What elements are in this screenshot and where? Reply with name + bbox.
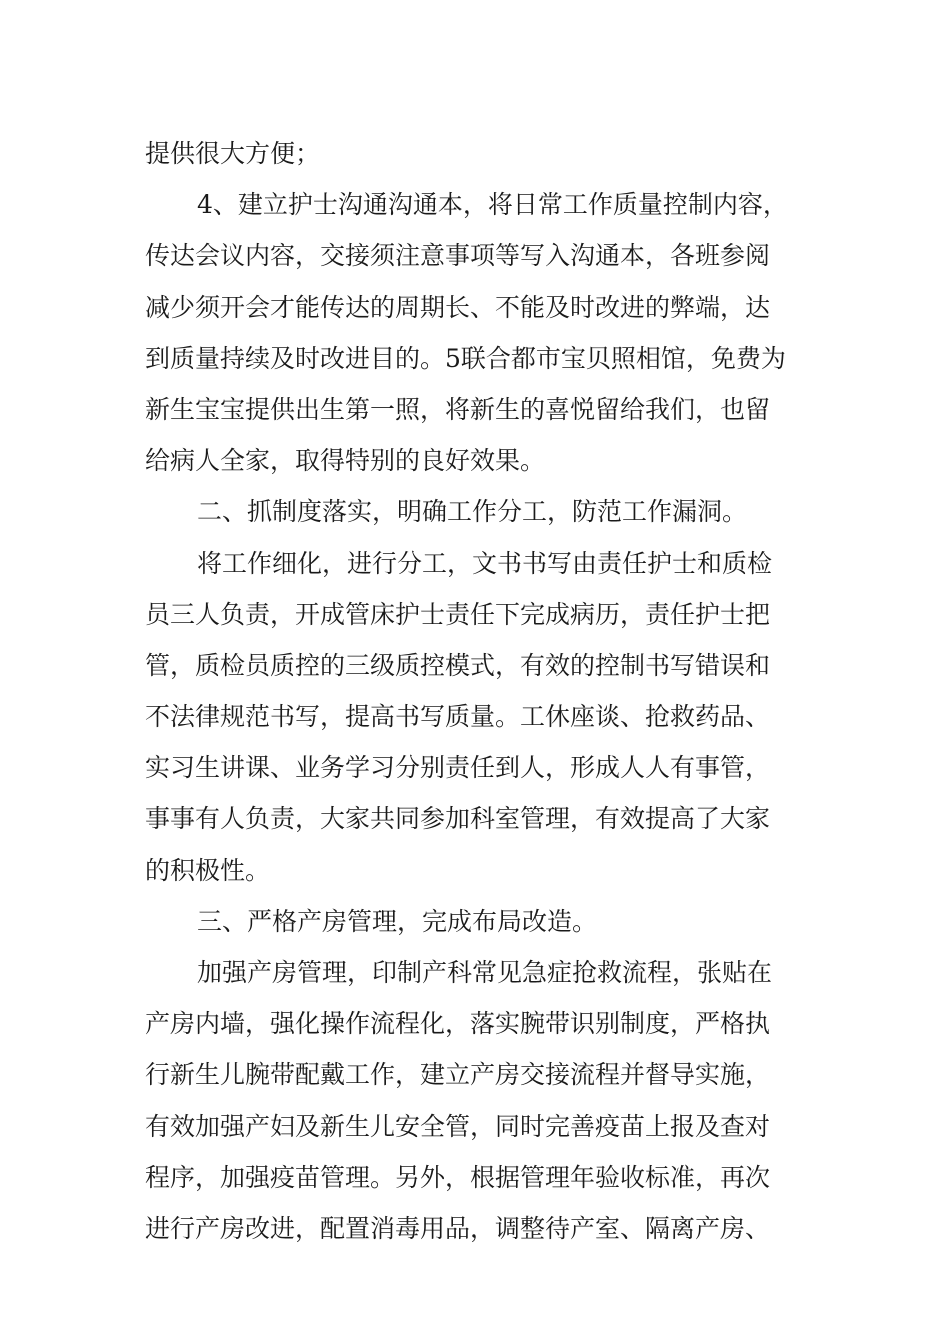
text-line: 4、建立护士沟通沟通本，将日常工作质量控制内容， <box>197 190 788 220</box>
text-line: 有效加强产妇及新生儿安全管，同时完善疫苗上报及查对 <box>145 1111 771 1141</box>
section-heading: 三、严格产房管理，完成布局改造。 <box>197 906 598 936</box>
text-line: 程序，加强疫苗管理。另外，根据管理年验收标准，再次 <box>145 1162 771 1192</box>
text-line: 行新生儿腕带配戴工作，建立产房交接流程并督导实施， <box>145 1060 771 1090</box>
document-body <box>145 128 810 1254</box>
text-line: 进行产房改进，配置消毒用品，调整待产室、隔离产房、 <box>145 1213 771 1243</box>
text-line: 不法律规范书写，提高书写质量。工休座谈、抢救药品、 <box>145 702 771 732</box>
text-line: 加强产房管理，印制产科常见急症抢救流程，张贴在 <box>197 958 773 987</box>
text-line: 新生宝宝提供出生第一照，将新生的喜悦留给我们，也留 <box>145 394 771 424</box>
text-line: 的积极性。 <box>145 855 271 885</box>
text-line: 提供很大方便； <box>145 139 321 168</box>
section-heading: 二、抓制度落实，明确工作分工，防范工作漏洞。 <box>197 497 748 527</box>
text-line: 产房内墙，强化操作流程化，落实腕带识别制度，严格执 <box>145 1009 771 1039</box>
text-line: 将工作细化，进行分工，文书书写由责任护士和质检 <box>197 548 773 578</box>
text-line: 给病人全家，取得特别的良好效果。 <box>145 446 546 476</box>
text-line: 减少须开会才能传达的周期长、不能及时改进的弊端，达 <box>145 292 771 322</box>
text-line: 事事有人负责，大家共同参加科室管理，有效提高了大家 <box>145 804 771 834</box>
text-line: 实习生讲课、业务学习分别责任到人，形成人人有事管， <box>145 753 771 783</box>
text-line: 传达会议内容，交接须注意事项等写入沟通本，各班参阅 <box>145 241 771 271</box>
text-line: 到质量持续及时改进目的。5联合都市宝贝照相馆，免费为 <box>145 343 786 373</box>
text-line: 员三人负责，开成管床护士责任下完成病历，责任护士把 <box>145 599 771 629</box>
text-line: 管，质检员质控的三级质控模式，有效的控制书写错误和 <box>145 650 771 680</box>
